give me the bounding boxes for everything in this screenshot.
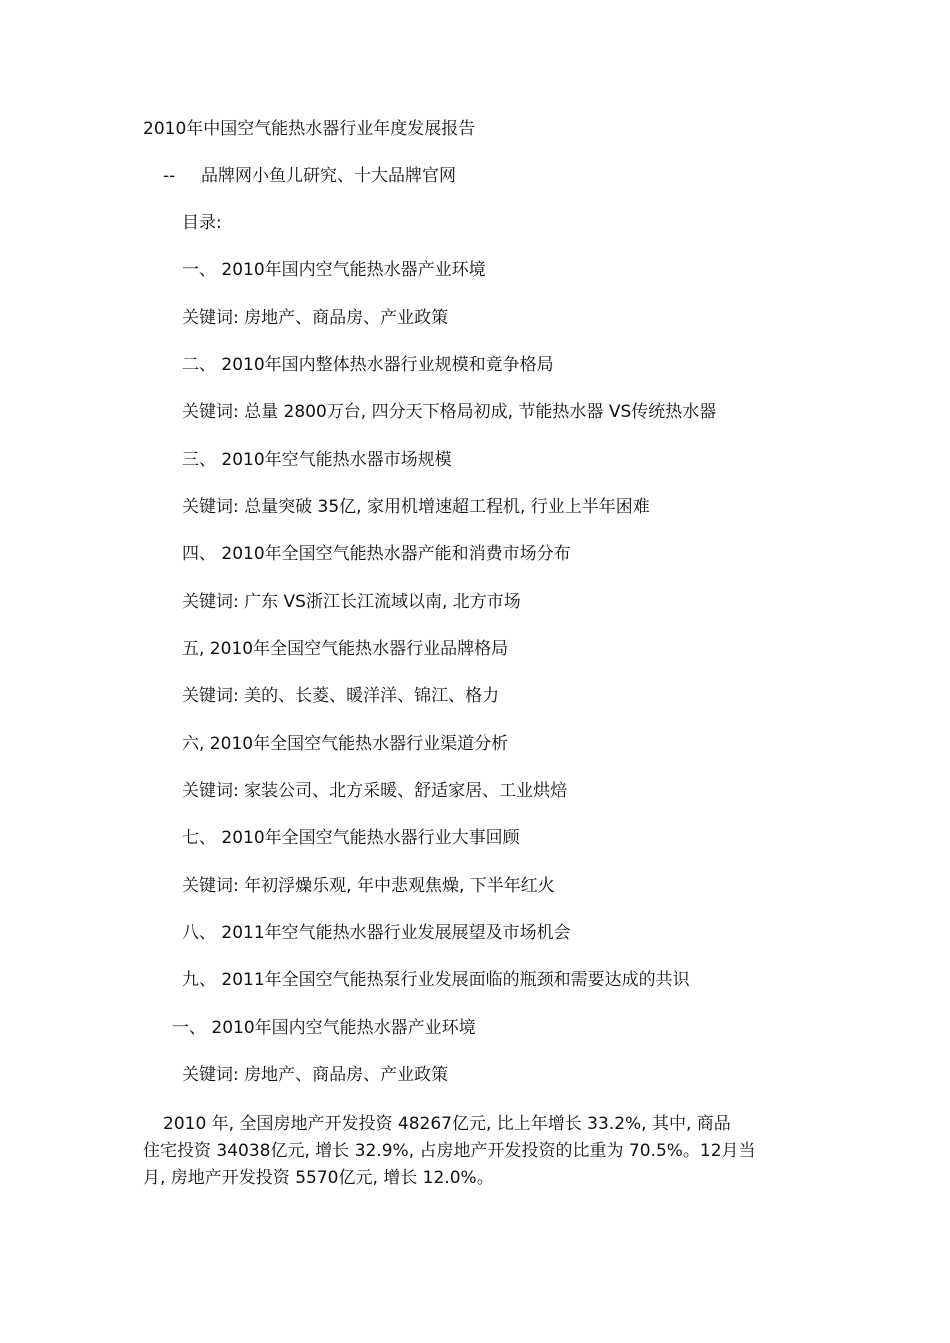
section1-heading: 一、 2010年国内空气能热水器产业环境 xyxy=(172,1018,476,1038)
toc-heading-4: 四、 2010年全国空气能热水器产能和消费市场分布 xyxy=(182,544,571,564)
toc-heading-9: 九、 2011年全国空气能热泵行业发展面临的瓶颈和需要达成的共识 xyxy=(182,970,690,990)
toc-keywords-3: 关键词: 总量突破 35亿, 家用机增速超工程机, 行业上半年困难 xyxy=(182,497,650,517)
toc-heading-3: 三、 2010年空气能热水器市场规模 xyxy=(182,450,452,470)
section1-keywords: 关键词: 房地产、商品房、产业政策 xyxy=(182,1065,449,1085)
toc-keywords-6: 关键词: 家装公司、北方采暖、舒适家居、工业烘焙 xyxy=(182,781,568,801)
subtitle-dash: -- xyxy=(163,166,176,186)
toc-heading-2: 二、 2010年国内整体热水器行业规模和竟争格局 xyxy=(182,355,554,375)
document-subtitle xyxy=(163,165,456,187)
toc-heading-6: 六, 2010年全国空气能热水器行业渠道分析 xyxy=(182,734,509,754)
paragraph-line-1: 2010 年, 全国房地产开发投资 48267亿元, 比上年增长 33.2%, 其中, 商品 xyxy=(163,1114,731,1134)
toc-keywords-2: 关键词: 总量 2800万台, 四分天下格局初成, 节能热水器 VS传统热水器 xyxy=(182,402,717,422)
toc-keywords-4: 关键词: 广东 VS浙江长江流域以南, 北方市场 xyxy=(182,592,521,612)
document-title: 2010年中国空气能热水器行业年度发展报告 xyxy=(143,119,476,139)
toc-heading-5: 五, 2010年全国空气能热水器行业品牌格局 xyxy=(182,639,509,659)
toc-keywords-7: 关键词: 年初浮燥乐观, 年中悲观焦燥, 下半年红火 xyxy=(182,876,555,896)
toc-keywords-5: 关键词: 美的、长菱、暖洋洋、锦江、格力 xyxy=(182,686,500,706)
toc-keywords-1: 关键词: 房地产、商品房、产业政策 xyxy=(182,308,449,328)
toc-label: 目录: xyxy=(182,213,222,233)
toc-heading-8: 八、 2011年空气能热水器行业发展展望及市场机会 xyxy=(182,923,571,943)
paragraph-line-3: 月, 房地产开发投资 5570亿元, 增长 12.0%。 xyxy=(143,1168,494,1188)
section1-paragraph xyxy=(143,1111,808,1192)
paragraph-line-2: 住宅投资 34038亿元, 增长 32.9%, 占房地产开发投资的比重为 70.5%。12月当 xyxy=(143,1141,756,1161)
toc-heading-7: 七、 2010年全国空气能热水器行业大事回顾 xyxy=(182,828,520,848)
subtitle-text: 品牌网小鱼儿研究、十大品牌官网 xyxy=(201,166,456,186)
toc-heading-1: 一、 2010年国内空气能热水器产业环境 xyxy=(182,260,486,280)
